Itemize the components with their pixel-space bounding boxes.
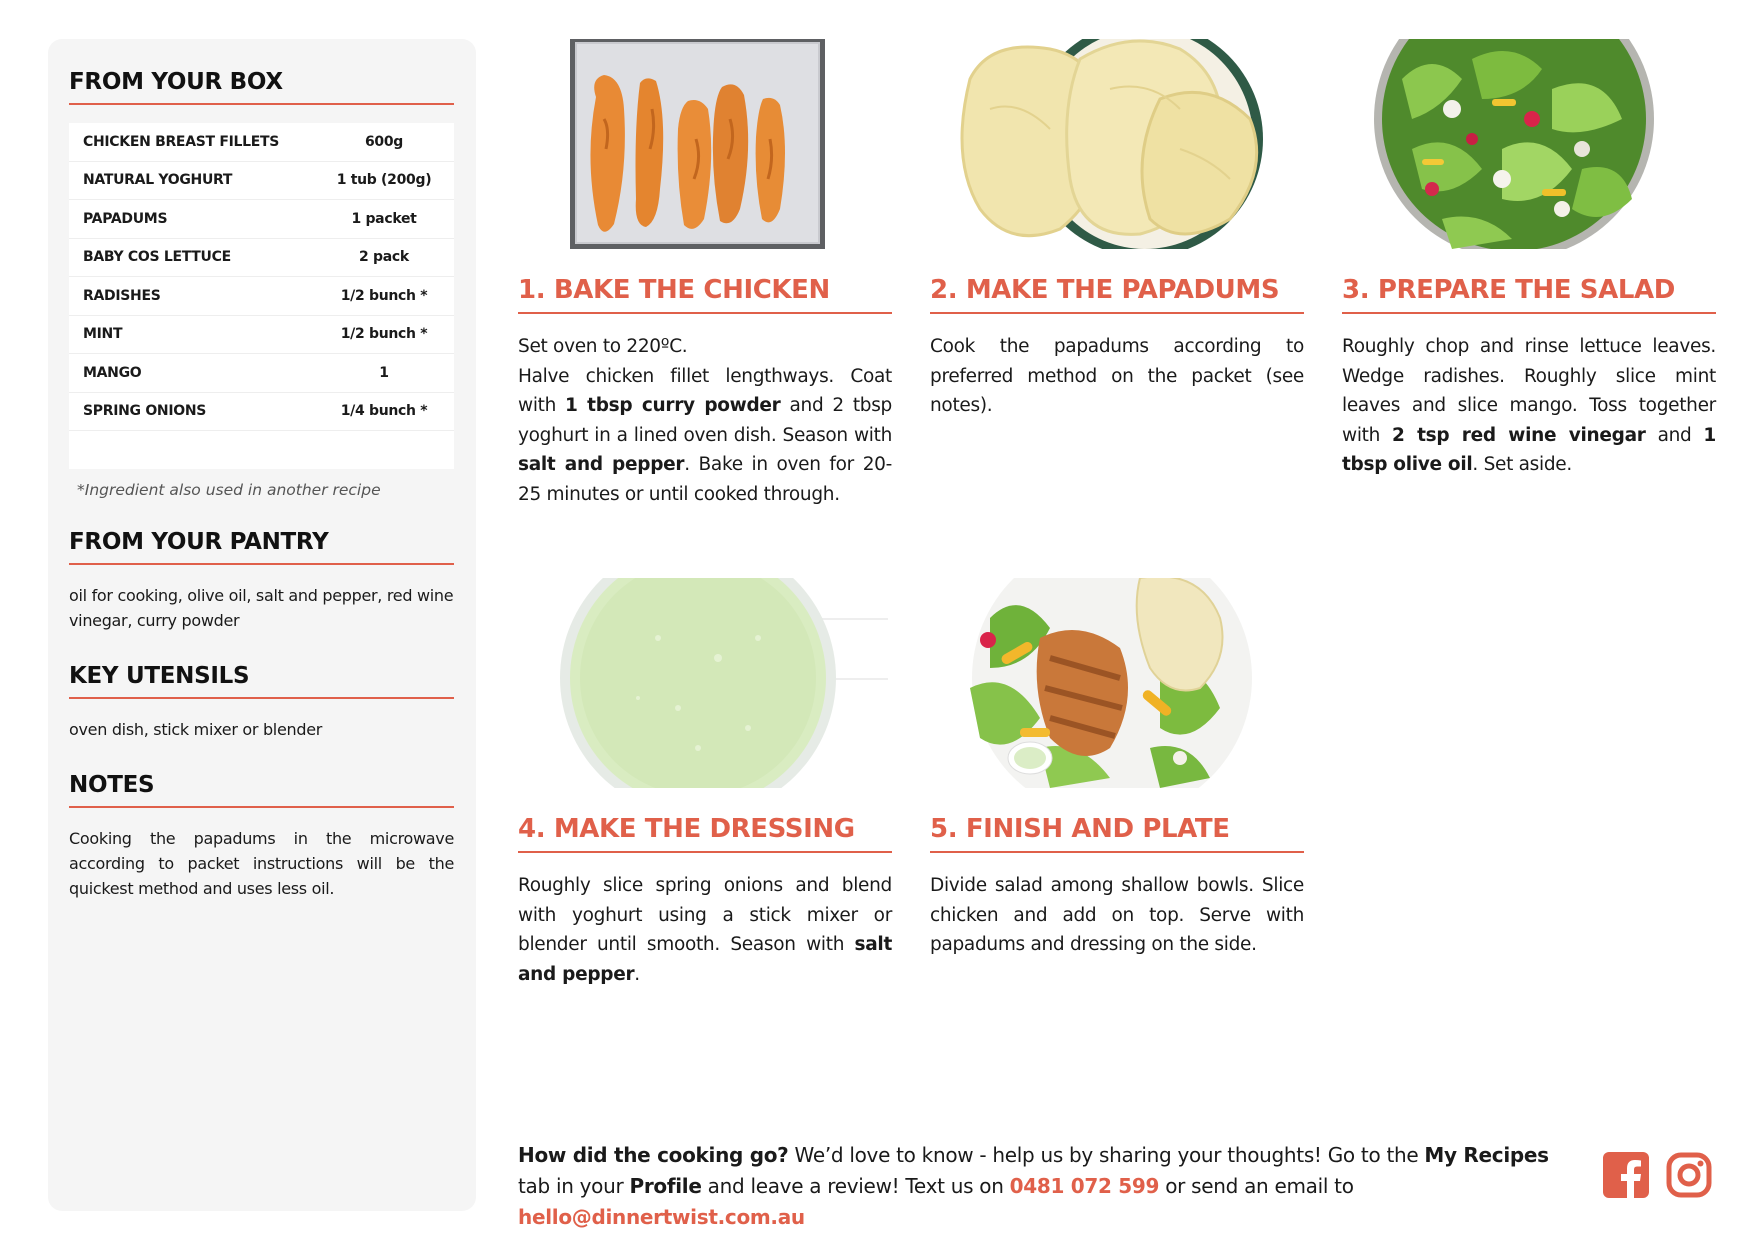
step-1-title: 1. BAKE THE CHICKEN [518, 275, 892, 314]
ingredient-name: RADISHES [83, 287, 161, 304]
ingredient-name: SPRING ONIONS [83, 403, 207, 420]
table-row [69, 393, 454, 432]
ingredient-qty: 2 pack [359, 249, 409, 266]
step-5 [930, 578, 1304, 960]
key-utensils-heading: KEY UTENSILS [69, 663, 454, 699]
notes-text: Cooking the papadums in the microwave according to packet instructions will be the quickest method and uses less oil. [69, 829, 454, 898]
table-row [69, 354, 454, 393]
step-3-bold-vinegar: 2 tsp red wine vinegar [1392, 424, 1646, 446]
pantry-text: oil for cooking, olive oil, salt and pepper, red wine vinegar, curry powder [69, 586, 454, 630]
ingredient-qty: 1 packet [351, 210, 417, 227]
step-1-text-part: . Bake in oven for 20-25 minutes or until cooked through. [518, 454, 893, 505]
step-3-text-part: Roughly chop and rinse lettuce leaves. Wedge radishes. Roughly slice mint leaves and slice mango. Toss together with [1342, 336, 1716, 446]
instagram-icon[interactable] [1666, 1152, 1712, 1198]
ingredient-qty: 1 tub (200g) [336, 172, 432, 189]
step-3-text-part: . Set aside. [1472, 454, 1572, 475]
footer-text: We’d love to know - help us by sharing your thoughts! Go to the [788, 1143, 1425, 1167]
step-1 [518, 39, 892, 509]
step-5-photo [930, 578, 1304, 788]
facebook-icon[interactable] [1603, 1152, 1649, 1198]
step-3-photo [1342, 39, 1716, 249]
salad-bowl-image [1342, 39, 1716, 249]
footer-question: How did the cooking go? [518, 1143, 789, 1167]
step-4-photo [518, 578, 892, 788]
table-row [69, 200, 454, 239]
step-4-text [518, 871, 892, 989]
table-row [69, 162, 454, 201]
from-your-pantry-heading: FROM YOUR PANTRY [69, 529, 454, 565]
baked-chicken-image [518, 39, 892, 249]
footer-my-recipes: My Recipes [1424, 1143, 1549, 1167]
step-2 [930, 39, 1304, 421]
ingredient-qty: 600g [364, 133, 404, 150]
step-1-text-part: and 2 tbsp yoghurt in a lined oven dish. Season with [518, 395, 893, 446]
papadums-image [930, 39, 1304, 249]
step-1-text-part: Halve chicken fillet lengthways. Coat with [518, 365, 892, 416]
footer-profile: Profile [629, 1174, 702, 1198]
table-row [69, 277, 454, 316]
step-4-bold-salt: salt and pepper [518, 934, 892, 985]
step-5-text: Divide salad among shallow bowls. Slice chicken and add on top. Serve with papadums and dressing on the side. [930, 875, 1304, 955]
step-1-line-1: Set oven to 220ºC. [518, 336, 688, 357]
step-2-text: Cook the papadums according to preferred method on the packet (see notes). [930, 336, 1304, 416]
footer-text: tab in your [518, 1174, 630, 1198]
ingredient-name: MANGO [83, 364, 142, 381]
step-3-bold-olive-oil: 1 tbsp olive oil [1342, 424, 1716, 475]
step-3-text-part: and [1645, 424, 1704, 446]
dressing-bowl-image [518, 578, 892, 788]
from-your-box-heading: FROM YOUR BOX [69, 69, 454, 105]
step-2-photo [930, 39, 1304, 249]
ingredient-qty: 1/2 bunch * [340, 287, 428, 304]
ingredient-name: CHICKEN BREAST FILLETS [83, 133, 280, 150]
step-1-bold-curry: 1 tbsp curry powder [565, 395, 781, 416]
ingredient-qty: 1 [379, 364, 389, 381]
notes-heading: NOTES [69, 772, 454, 808]
feedback-footer [518, 1140, 1578, 1233]
phone-link[interactable]: 0481 072 599 [1009, 1174, 1160, 1198]
step-2-title: 2. MAKE THE PAPADUMS [930, 275, 1304, 314]
ingredient-name: NATURAL YOGHURT [83, 172, 233, 189]
ingredients-sidebar [48, 39, 476, 1211]
step-1-text [518, 332, 892, 509]
ingredient-footnote: *Ingredient also used in another recipe [77, 481, 381, 499]
email-link[interactable]: hello@dinnertwist.com.au [518, 1205, 805, 1229]
step-1-bold-salt: salt and pepper [518, 454, 685, 475]
step-3 [1342, 39, 1716, 480]
step-3-title: 3. PREPARE THE SALAD [1342, 275, 1716, 314]
ingredient-qty: 1/4 bunch * [340, 403, 428, 420]
step-4-title: 4. MAKE THE DRESSING [518, 814, 892, 853]
table-empty-row [69, 431, 454, 469]
plated-dish-image [930, 578, 1304, 788]
step-1-photo [518, 39, 892, 249]
table-row [69, 316, 454, 355]
ingredients-table [69, 123, 454, 469]
step-4 [518, 578, 892, 989]
ingredient-name: MINT [83, 326, 123, 343]
utensils-text: oven dish, stick mixer or blender [69, 720, 323, 739]
step-3-text [1342, 332, 1716, 480]
ingredient-qty: 1/2 bunch * [340, 326, 428, 343]
table-row [69, 239, 454, 278]
step-5-title: 5. FINISH AND PLATE [930, 814, 1304, 853]
table-row [69, 123, 454, 162]
step-4-text-part: . [634, 963, 640, 985]
footer-text: and leave a review! Text us on [701, 1174, 1010, 1198]
step-4-text-part: Roughly slice spring onions and blend with yoghurt using a stick mixer or blender until smooth. Season with [518, 875, 892, 955]
ingredient-name: PAPADUMS [83, 210, 168, 227]
ingredient-name: BABY COS LETTUCE [83, 249, 231, 266]
footer-text: or send an email to [1159, 1174, 1354, 1198]
